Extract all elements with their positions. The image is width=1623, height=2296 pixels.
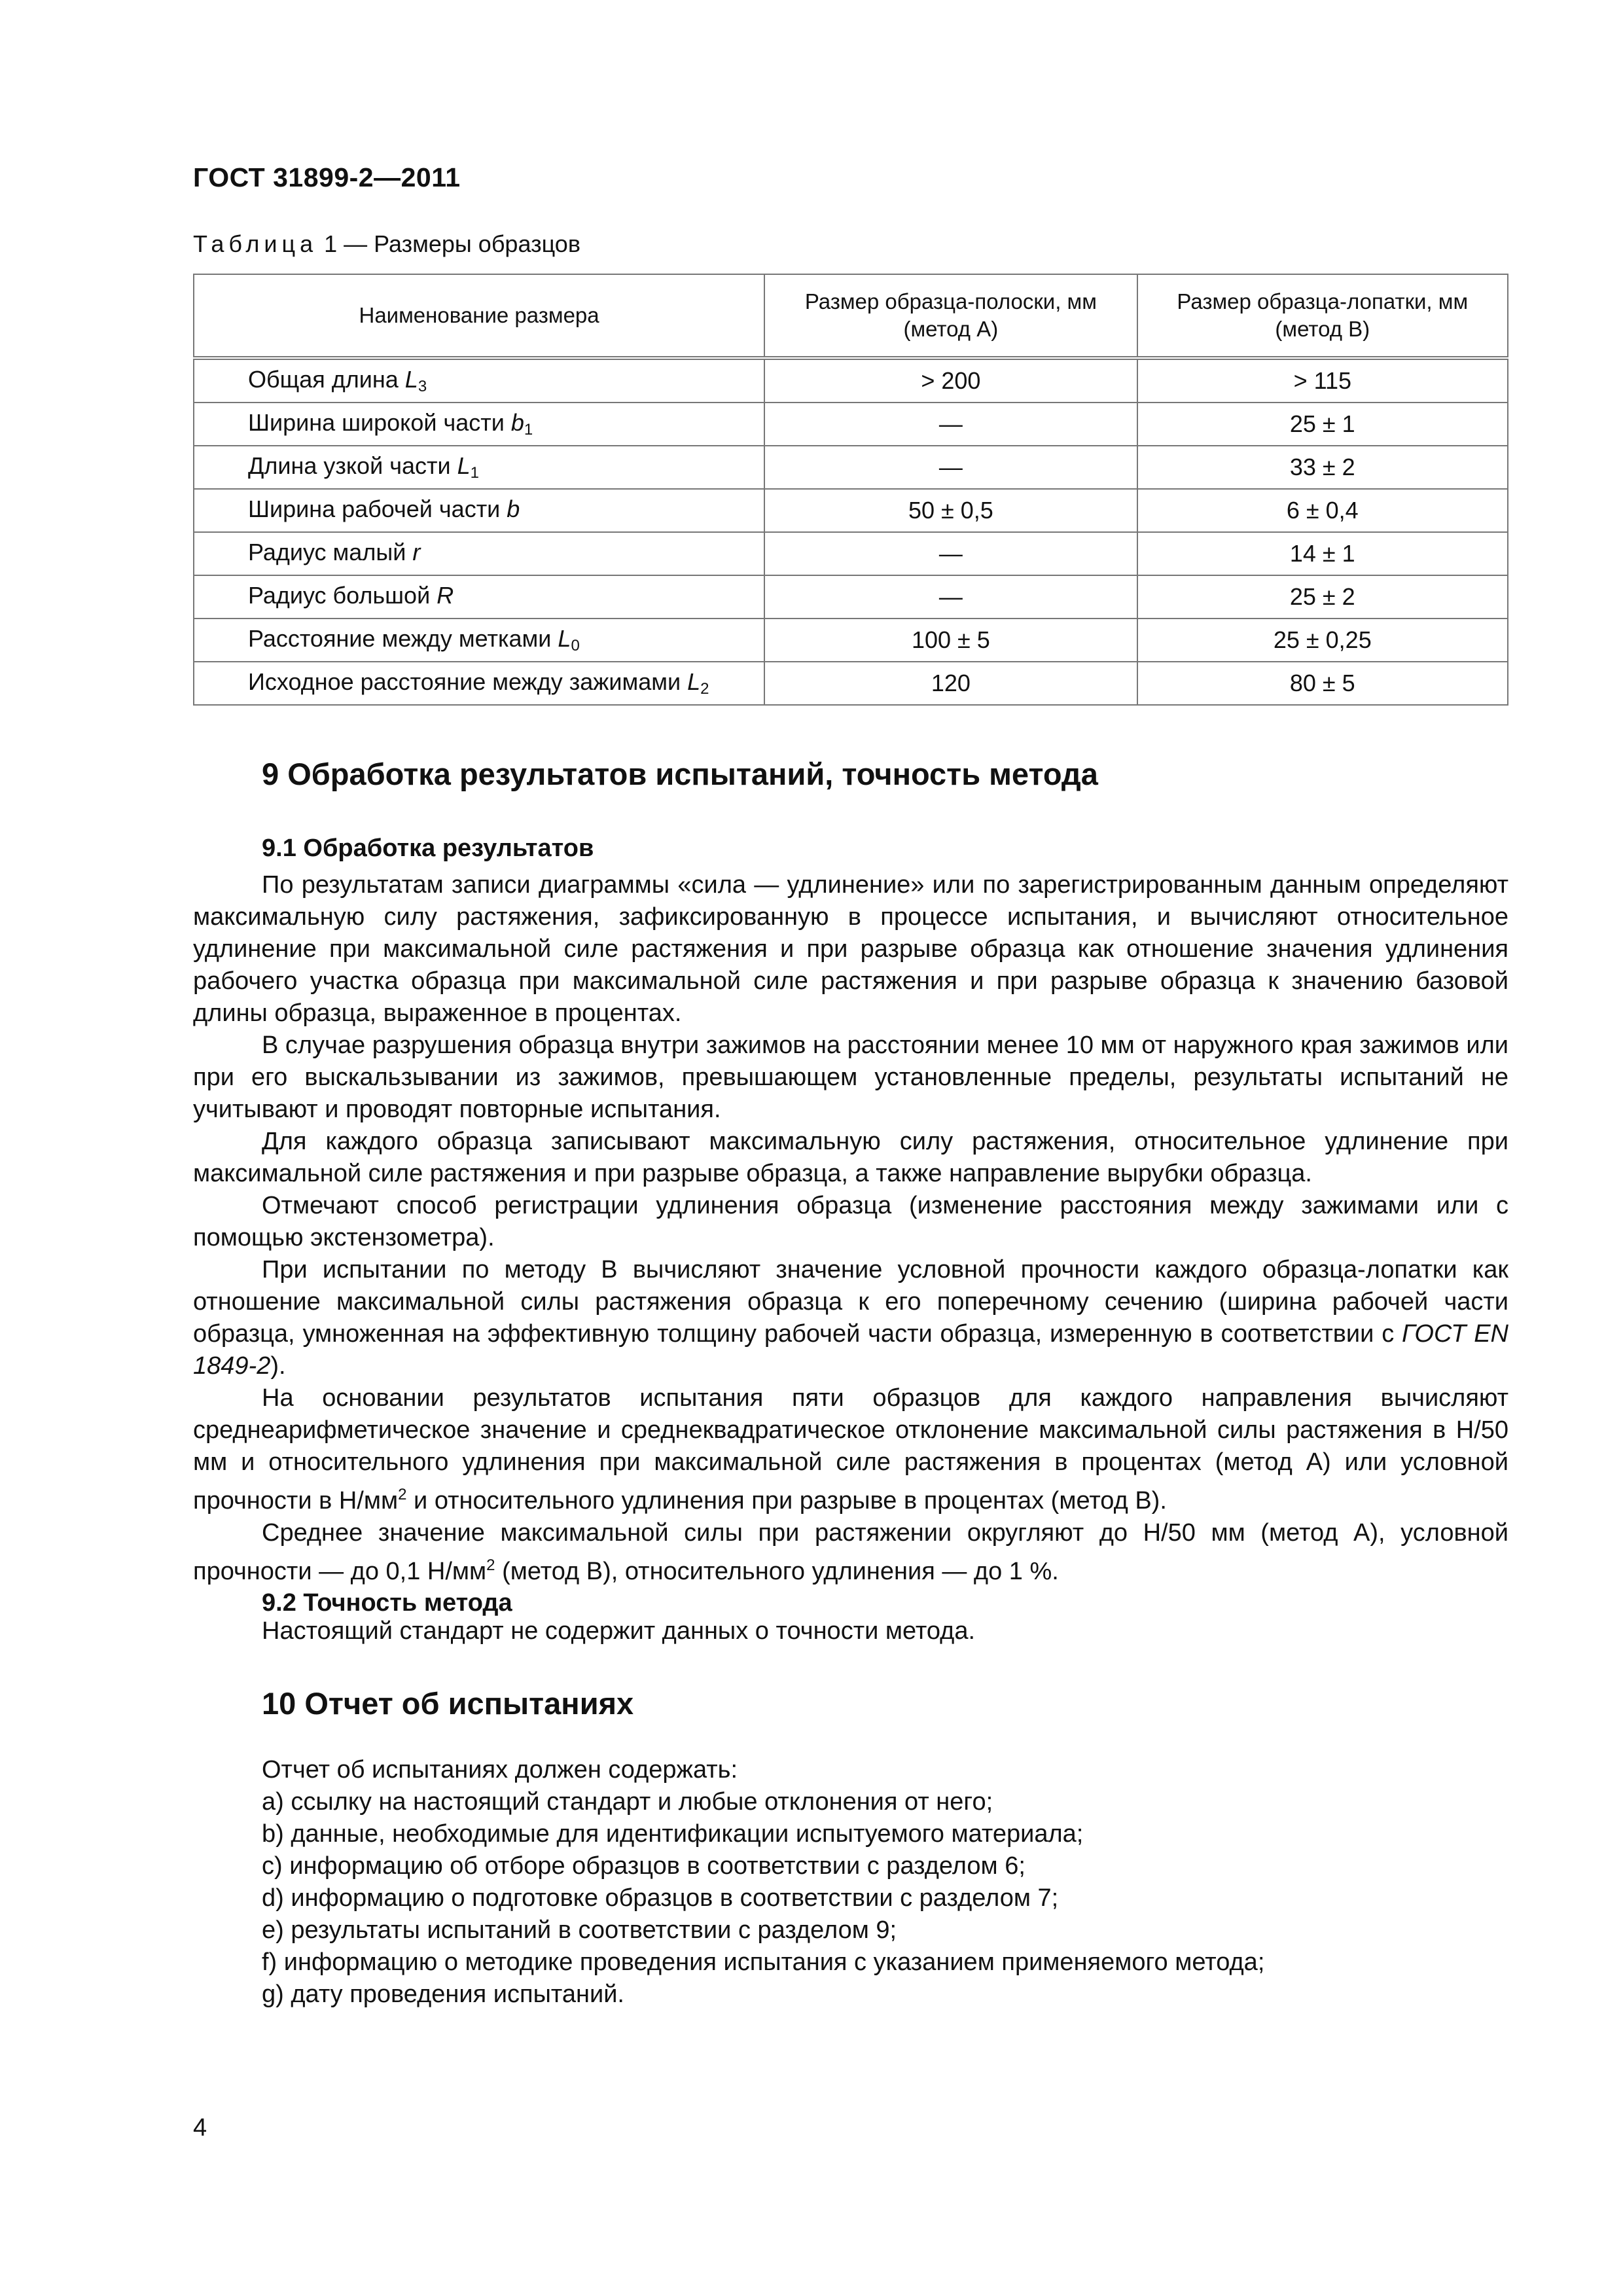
table-row	[194, 575, 1508, 619]
paragraph: Среднее значение максимальной силы при растяжении округляют до Н/50 мм (метод А), условной прочности — до 0,1 $Н/мм^2$ (метод В), относительного удлинения — до 1 %.	[193, 1519, 1508, 1585]
list-item: e) результаты испытаний в соответствии с разделом 9;	[262, 1916, 897, 1944]
list-item: g) дату проведения испытаний.	[262, 1981, 624, 2008]
list-item: f) информацию о методике проведения испытания с указанием применяемого метода;	[262, 1948, 1265, 1976]
strip-value-cell: —	[764, 532, 1137, 575]
list-item: b) данные, необходимые для идентификации испытуемого материала;	[262, 1820, 1084, 1848]
dumbbell-value-cell: 80 ± 5	[1137, 662, 1508, 705]
size-name-cell: Длина узкой части $L_1$	[194, 446, 764, 489]
size-name-cell: Ширина рабочей части b	[194, 489, 764, 532]
section-9-1-body	[193, 869, 1508, 1588]
section-10-body	[193, 1754, 1508, 2011]
size-name-cell: Радиус большой R	[194, 575, 764, 619]
list-item: a) ссылку на настоящий стандарт и любые отклонения от него;	[262, 1788, 993, 1816]
dumbbell-value-cell: 25 ± 0,25	[1137, 619, 1508, 662]
dumbbell-value-cell: 6 ± 0,4	[1137, 489, 1508, 532]
section-9-1-title: 9.1 Обработка результатов	[262, 834, 594, 862]
paragraph: В случае разрушения образца внутри зажимов на расстоянии менее 10 мм от наружного края зажимов или при его выскальзывании из зажимов, превышающем установленные пределы, результаты испытаний не учитывают и проводят повторные испытания.	[193, 1031, 1508, 1123]
paragraph: Отчет об испытаниях должен содержать:	[262, 1756, 738, 1784]
table-row	[194, 662, 1508, 705]
table-caption-title: 1 — Размеры образцов	[317, 230, 580, 257]
header-size-name: Наименование размера	[194, 274, 764, 358]
paragraph: Настоящий стандарт не содержит данных о точности метода.	[262, 1617, 976, 1645]
dumbbell-value-cell: 33 ± 2	[1137, 446, 1508, 489]
size-name-cell: Ширина широкой части $b_1$	[194, 403, 764, 446]
dumbbell-value-cell: > 115	[1137, 358, 1508, 403]
table-row	[194, 619, 1508, 662]
paragraph: При испытании по методу В вычисляют значение условной прочности каждого образца-лопатки как отношение максимальной силы растяжения образца к его поперечному сечению (ширина рабочей части образца, умноженная на эффективную толщину рабочей части образца, измеренную в соответствии с ГОСТ EN 1849-2).	[193, 1256, 1508, 1380]
strip-value-cell: > 200	[764, 358, 1137, 403]
page-number: 4	[193, 2114, 207, 2142]
table-row	[194, 403, 1508, 446]
table-caption	[193, 230, 580, 258]
paragraph: На основании результатов испытания пяти образцов для каждого направления вычисляют среднеарифметическое значение и среднеквадратическое отклонение максимальной силы растяжения в Н/50 мм и относительного удлинения при максимальной силе растяжения в процентах (метод А) или условной прочности в $Н/мм^2$ и относительного удлинения при разрыве в процентах (метод В).	[193, 1384, 1508, 1515]
size-name-cell: Расстояние между метками $L_0$	[194, 619, 764, 662]
dumbbell-value-cell: 25 ± 2	[1137, 575, 1508, 619]
paragraph: По результатам записи диаграммы «сила — удлинение» или по зарегистрированным данным определяют максимальную силу растяжения, зафиксированную в процессе испытания, и вычисляют относительное удлинение при максимальной силе растяжения и при разрыве образца как отношение значения удлинения рабочего участка образца при максимальной силе растяжения и при разрыве образца к значению базовой длины образца, выраженное в процентах.	[193, 871, 1508, 1027]
strip-value-cell: —	[764, 403, 1137, 446]
paragraph: Для каждого образца записывают максимальную силу растяжения, относительное удлинение при максимальной силе растяжения и при разрыве образца, а также направление вырубки образца.	[193, 1128, 1508, 1187]
section-9-2-body	[193, 1615, 1508, 1647]
list-item: c) информацию об отборе образцов в соответствии с разделом 6;	[262, 1852, 1026, 1880]
table-row	[194, 358, 1508, 403]
size-name-cell: Исходное расстояние между зажимами $L_2$	[194, 662, 764, 705]
header-dumbbell-size: Размер образца-лопатки, мм (метод В)	[1137, 274, 1508, 358]
strip-value-cell: —	[764, 446, 1137, 489]
section-9-2-title: 9.2 Точность метода	[262, 1589, 512, 1617]
table-row	[194, 532, 1508, 575]
header-strip-size: Размер образца-полоски, мм (метод А)	[764, 274, 1137, 358]
strip-value-cell: 100 ± 5	[764, 619, 1137, 662]
report-contents-list	[193, 1786, 1508, 2011]
size-name-cell: Общая длина $L_3$	[194, 358, 764, 403]
table-row	[194, 489, 1508, 532]
specimen-size-table	[193, 274, 1508, 706]
dumbbell-value-cell: 25 ± 1	[1137, 403, 1508, 446]
size-name-cell: Радиус малый r	[194, 532, 764, 575]
section-9-title: 9 Обработка результатов испытаний, точность метода	[262, 757, 1098, 791]
paragraph: Отмечают способ регистрации удлинения образца (изменение расстояния между зажимами или с помощью экстензометра).	[193, 1192, 1508, 1251]
strip-value-cell: 50 ± 0,5	[764, 489, 1137, 532]
strip-value-cell: —	[764, 575, 1137, 619]
standard-reference: ГОСТ EN 1849-2	[193, 1320, 1508, 1380]
table-caption-word: Таблица	[193, 230, 318, 257]
table-body	[194, 358, 1508, 705]
table-header-row	[194, 274, 1508, 358]
strip-value-cell: 120	[764, 662, 1137, 705]
document-header: ГОСТ 31899-2—2011	[193, 162, 461, 192]
table-row	[194, 446, 1508, 489]
section-10-title: 10 Отчет об испытаниях	[262, 1686, 634, 1721]
list-item: d) информацию о подготовке образцов в соответствии с разделом 7;	[262, 1884, 1059, 1912]
dumbbell-value-cell: 14 ± 1	[1137, 532, 1508, 575]
